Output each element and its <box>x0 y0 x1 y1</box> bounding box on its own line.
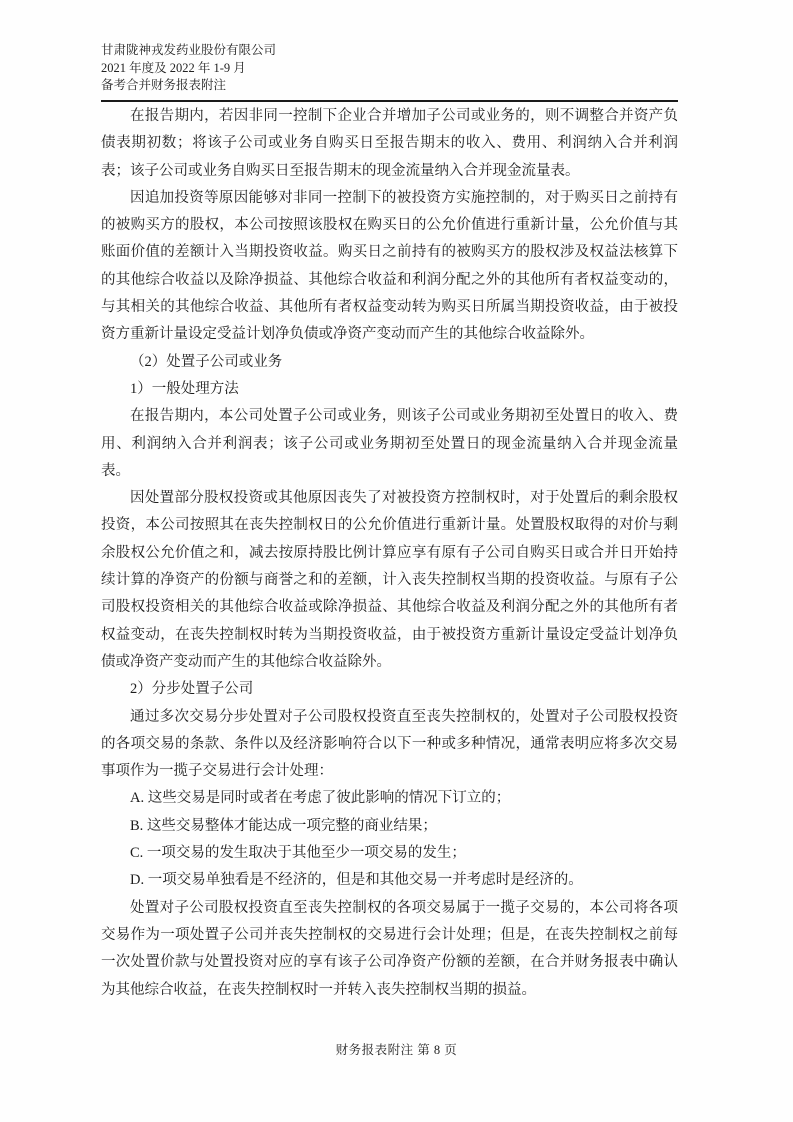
paragraph-loss-of-control-remaining-equity: 因处置部分股权投资或其他原因丧失了对被投资方控制权时，对于处置后的剩余股权投资，本公司按照其在丧失控制权日的公允价值进行重新计量。处置股权取得的对价与剩余股权公允价值之和，减去按原持股比例计算应享有原有子公司自购买日或合并日开始持续计算的净资产的份额与商誉之和的差额，计入丧失控制权当期的投资收益。与原有子公司股权投资相关的其他综合收益或除净损益、其他综合收益及利润分配之外的其他所有者权益变动，在丧失控制权时转为当期投资收益，由于被投资方重新计量设定受益计划净负债或净资产变动而产生的其他综合收益除外。 <box>101 490 678 670</box>
header-doc-title: 备考合并财务报表附注 <box>101 78 227 92</box>
paragraph-package-transaction-accounting: 处置对子公司股权投资直至丧失控制权的各项交易属于一揽子交易的，本公司将各项交易作为一项处置子公司并丧失控制权的交易进行会计处理；但是，在丧失控制权之前每一次处置价款与处置投资对应的享有该子公司净资产份额的差额，在合并财务报表中确认为其他综合收益，在丧失控制权时一并转入丧失控制权当期的损益。 <box>101 899 678 998</box>
header-company-name: 甘肃陇神戎发药业股份有限公司 <box>101 43 277 57</box>
footer-page-label: 财务报表附注 第 8 页 <box>335 1043 458 1057</box>
paragraph-disposal-reporting-period: 在报告期内，本公司处置子公司或业务，则该子公司或业务期初至处置日的收入、费用、利润纳入合并利润表；该子公司或业务期初至处置日的现金流量纳入合并现金流量表。 <box>101 408 678 479</box>
list-item-condition-d: D. 一项交易单独看是不经济的，但是和其他交易一并考虑时是经济的。 <box>130 872 583 889</box>
heading-stepwise-disposal: 2）分步处置子公司 <box>130 681 254 698</box>
document-header <box>101 42 678 102</box>
heading-disposal-of-subsidiary: （2）处置子公司或业务 <box>130 353 283 370</box>
list-item-condition-b: B. 这些交易整体才能达成一项完整的商业结果； <box>130 817 437 834</box>
heading-general-treatment-method: 1）一般处理方法 <box>130 380 239 397</box>
list-item-condition-a: A. 这些交易是同时或者在考虑了彼此影响的情况下订立的； <box>130 790 511 807</box>
paragraph-additional-investment-control: 因追加投资等原因能够对非同一控制下的被投资方实施控制的，对于购买日之前持有的被购买方的股权，本公司按照该股权在购买日的公允价值进行重新计量，公允价值与其账面价值的差额计入当期投资收益。购买日之前持有的被购买方的股权涉及权益法核算下的其他综合收益以及除净损益、其他综合收益和利润分配之外的其他所有者权益变动的，与其相关的其他综合收益、其他所有者权益变动转为购买日所属当期投资收益，由于被投资方重新计量设定受益计划净负债或净资产变动而产生的其他综合收益除外。 <box>101 189 678 343</box>
page-footer <box>0 1040 793 1058</box>
paragraph-consolidation-nonuniform-control: 在报告期内，若因非同一控制下企业合并增加子公司或业务的，则不调整合并资产负债表期初数；将该子公司或业务自购买日至报告期末的收入、费用、利润纳入合并利润表；该子公司或业务自购买日至报告期末的现金流量纳入合并现金流量表。 <box>101 108 678 179</box>
list-item-condition-c: C. 一项交易的发生取决于其他至少一项交易的发生； <box>130 845 466 862</box>
paragraph-multiple-transactions-intro: 通过多次交易分步处置对子公司股权投资直至丧失控制权的，处置对子公司股权投资的各项交易的条款、条件以及经济影响符合以下一种或多种情况，通常表明应将多次交易事项作为一揽子交易进行会计处理： <box>101 708 678 780</box>
document-body <box>101 103 678 1004</box>
header-report-period: 2021 年度及 2022 年 1-9 月 <box>101 60 246 75</box>
